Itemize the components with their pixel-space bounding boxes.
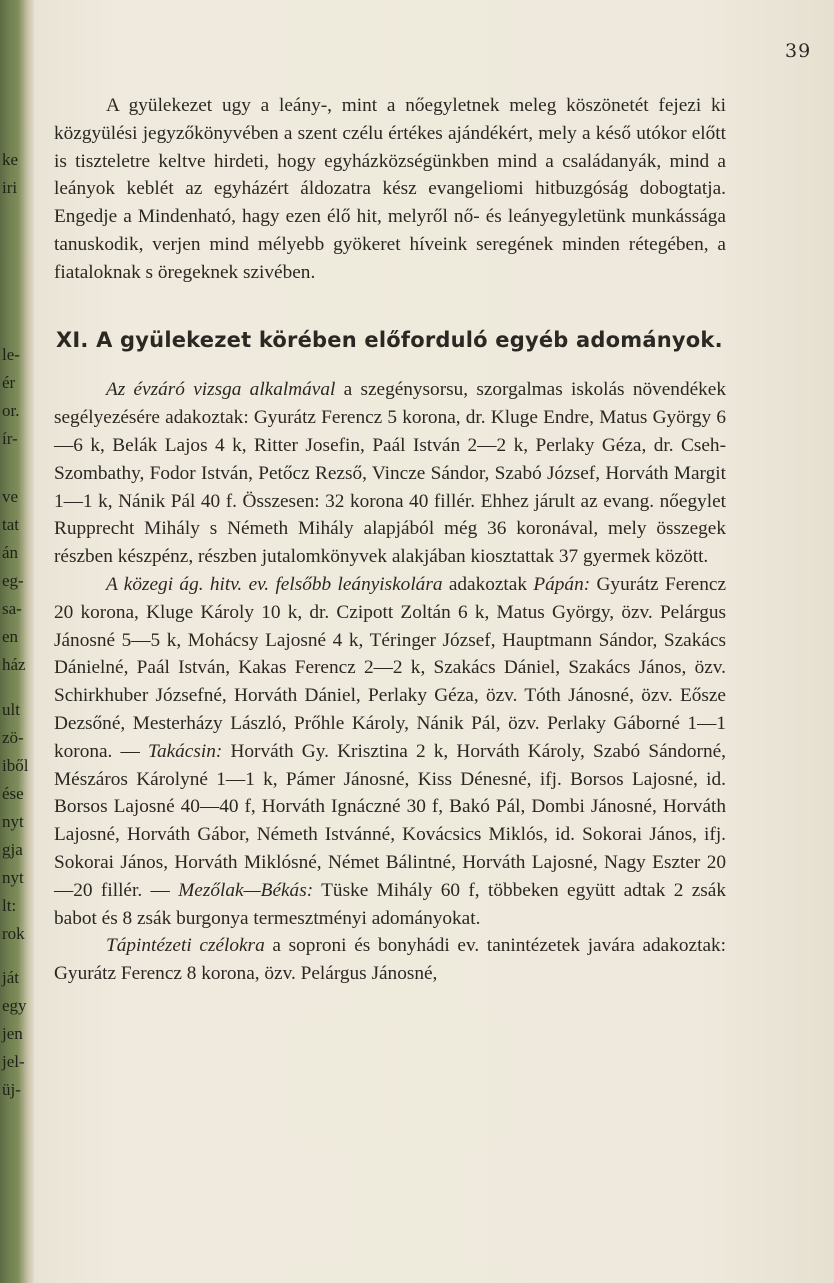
fragment: ult <box>2 700 20 719</box>
paragraph-text: Tüske Mihály 60 f, többeken együtt adtak 2 zsák babot és 8 zsák burgonya termesztményi adományokat. <box>54 879 727 929</box>
fragment: nyt <box>2 812 24 831</box>
fragment: ír- <box>2 429 18 448</box>
fragment: or. <box>2 401 20 420</box>
facing-page-fragments-top <box>0 150 34 206</box>
italic-place-takacsi: Takácsin: <box>148 740 223 762</box>
paragraph-text: a szegénysorsu, szorgalmas iskolás növendékek segélyezésére adakoztak: Gyurátz Ferencz 5 korona, dr. Kluge Endre, Matus György 6—6 k, Belák Lajos 4 k, Ritter Josefin, Paál István 2—2 k, Perlaky Géza, dr. Cseh-Szombathy, Fodor István, Petőcz Rezső, Vincze Sándor, Szabó József, Horváth Margit 1—1 k, Nánik Pál 40 f. Összesen: 32 korona 40 fillér. Ehhez járult az evang. nőegylet Rupprecht Mihály s Németh Mihály alapjából még 36 koronával, mely összegek részben készpénz, részben jutalomkönyvek alakjában kiosztattak 37 gyermek között. <box>54 379 726 568</box>
fragment: zö- <box>2 728 24 747</box>
paragraph-text: Horváth Gy. Krisztina 2 k, Horváth Károly, Szabó Sándorné, Mészáros Károlyné 1—1 k, Pámer Jánosné, Kiss Dénesné, ifj. Borsos Lajosné, id. Borsos Lajosné 40—40 f, Horváth Ignáczné 30 f, Bakó Pál, Dombi Jánosné, Horváth Lajosné, Horváth Gábor, Németh Istvánné, Kovácsics Miklós, id. Sokorai János, ifj. Sokorai János, Horváth Miklósné, Német Bálintné, Horváth Lajosné, Nagy Eszter 20—20 fillér. — <box>54 740 726 901</box>
fragment: jen <box>2 1024 23 1043</box>
paragraph-gratitude: A gyülekezet ugy a leány-, mint a nőegyletnek meleg köszönetét fejezi ki közgyülési jegyzőkönyvében a szent czélu értékes ajándékért, mely a késő utókor előtt is tiszteletre keltve hirdeti, hogy egyházközségünkben mind a családanyák, mind a leányok keblét az egyházért áldozatra kész evangeliomi hitbuzgóság dobogtatja. Engedje a Mindenható, hagy ezen élő hit, melyről nő- és leányegyletünk munkássága tanuskodik, verjen mind mélyebb gyökeret híveink seregének minden rétegében, a fiataloknak s öregeknek szivében. <box>54 95 726 283</box>
italic-lead: Tápintézeti czélokra <box>106 935 265 957</box>
paragraph-text: a soproni és bonyhádi ev. tanintézetek javára adakoztak: Gyurátz Ferencz 8 korona, özv. Pelárgus Jánosné, <box>54 935 726 985</box>
fragment: rok <box>2 924 25 943</box>
fragment: nyt <box>2 868 24 887</box>
fragment: üj- <box>2 1080 21 1099</box>
fragment: en <box>2 627 19 646</box>
italic-lead: A közegi ág. hitv. ev. felsőbb leányiskolára <box>106 573 443 595</box>
section-heading: XI. A gyülekezet körében előforduló egyéb adományok. <box>56 327 723 352</box>
fragment: iből <box>2 756 29 775</box>
page-body <box>54 92 726 988</box>
paragraph-girls-school-donations <box>54 571 726 932</box>
fragment: eg- <box>2 571 24 590</box>
fragment: le- <box>2 345 20 364</box>
fragment: iri <box>2 178 18 197</box>
paragraph-text: adakoztak <box>442 573 534 595</box>
fragment: án <box>2 543 19 562</box>
paragraph-exam-donations <box>54 376 726 571</box>
fragment: ér <box>2 373 16 392</box>
italic-lead: Az évzáró vizsga alkalmával <box>106 379 336 401</box>
fragment: ját <box>2 968 19 987</box>
facing-page-fragments-middle <box>0 345 34 683</box>
page-number: 39 <box>785 40 812 62</box>
fragment: jel- <box>2 1052 25 1071</box>
fragment: ve <box>2 487 19 506</box>
fragment: tat <box>2 515 19 534</box>
paragraph-institute-donations <box>54 932 726 988</box>
fragment: gja <box>2 840 23 859</box>
fragment: ése <box>2 784 24 803</box>
italic-place-mezolak: Mezőlak—Békás: <box>178 879 314 901</box>
fragment: sa- <box>2 599 22 618</box>
fragment: egy <box>2 996 27 1015</box>
facing-page-fragments-lower <box>0 700 34 1108</box>
italic-place-papa: Pápán: <box>533 573 591 595</box>
fragment: ház <box>2 655 26 674</box>
paragraph-text: Gyurátz Ferencz 20 korona, Kluge Károly 10 k, dr. Czipott Zoltán 6 k, Matus György, özv. Pelárgus Jánosné 5—5 k, Mohácsy Lajosné 4 k, Téringer József, Hauptmann Sándor, Szakács Dánielné, Paál István, Kakas Ferencz 2—2 k, Szakács Dániel, Szakács János, özv. Schirkhuber Józsefné, Horváth Dániel, Perlaky Géza, özv. Tóth Jánosné, özv. Eősze Dezsőné, Mesterházy László, Prőhle Károly, Nánik Pál, özv. Perlaky Gáborné 1—1 korona. — <box>54 573 726 762</box>
fragment: ke <box>2 150 19 169</box>
fragment: lt: <box>2 896 17 915</box>
